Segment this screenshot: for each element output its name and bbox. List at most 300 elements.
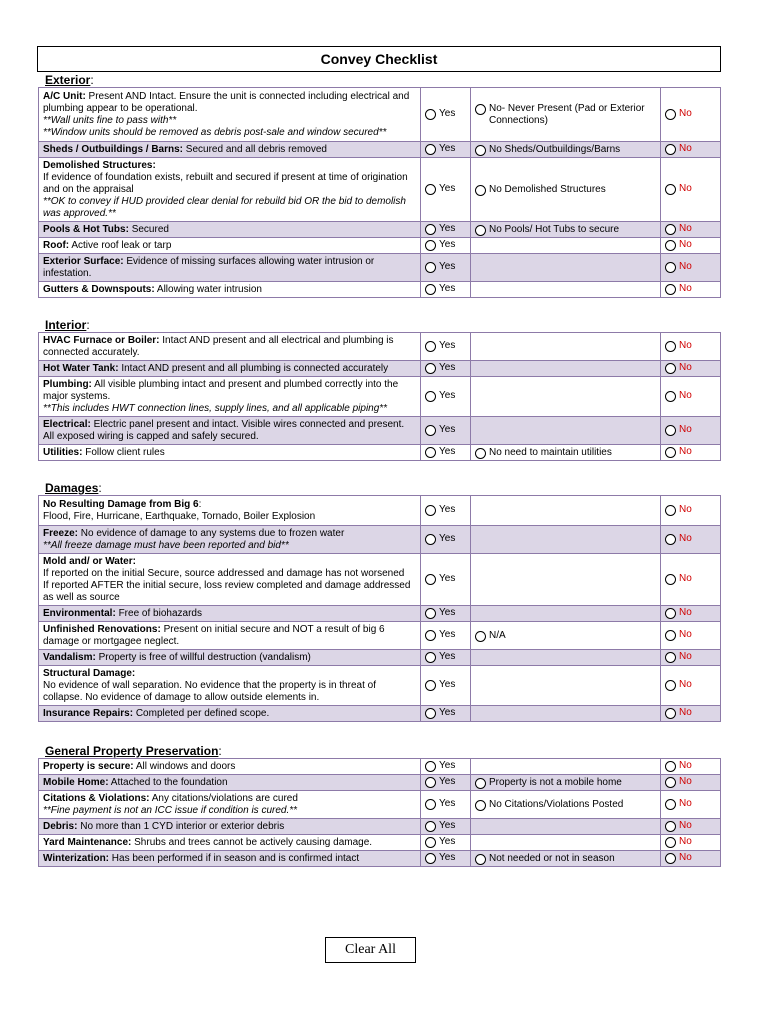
checklist-row xyxy=(39,238,721,254)
yes-option[interactable] xyxy=(421,88,471,142)
no-radio[interactable] xyxy=(665,184,676,195)
checklist-row xyxy=(39,417,721,445)
checklist-row xyxy=(39,835,721,851)
alt-option-wrap[interactable] xyxy=(475,184,656,196)
no-label: No xyxy=(679,798,692,810)
no-label: No xyxy=(679,446,692,458)
no-radio[interactable] xyxy=(665,363,676,374)
item-label: Winterization: xyxy=(43,852,110,864)
no-option[interactable] xyxy=(661,835,721,851)
checklist-row xyxy=(39,759,721,775)
yes-label: Yes xyxy=(439,446,456,458)
yes-radio[interactable] xyxy=(425,708,436,719)
item-text: Free of biohazards xyxy=(115,607,202,619)
yes-option[interactable] xyxy=(421,554,471,606)
yes-option[interactable] xyxy=(421,238,471,254)
alt-label: Property is not a mobile home xyxy=(489,776,622,788)
checklist-row xyxy=(39,666,721,706)
item-text: No more than 1 CYD interior or exterior debris xyxy=(77,820,285,832)
no-radio[interactable] xyxy=(665,708,676,719)
no-option[interactable] xyxy=(661,606,721,622)
checklist-row xyxy=(39,819,721,835)
yes-option[interactable] xyxy=(421,666,471,706)
item-label: Freeze: xyxy=(43,527,79,539)
yes-radio[interactable] xyxy=(425,184,436,195)
no-radio[interactable] xyxy=(665,853,676,864)
alt-option[interactable] xyxy=(471,445,661,461)
alt-radio[interactable] xyxy=(475,778,486,789)
alt-label: No Demolished Structures xyxy=(489,183,606,195)
yes-option[interactable] xyxy=(421,158,471,222)
yes-option[interactable] xyxy=(421,791,471,819)
no-radio[interactable] xyxy=(665,144,676,155)
checklist-row xyxy=(39,496,721,526)
section-heading-damages: Damages: xyxy=(45,481,102,495)
yes-label: Yes xyxy=(439,261,456,273)
yes-label: Yes xyxy=(439,760,456,772)
item-text: Any citations/violations are cured xyxy=(149,792,298,804)
item-label: A/C Unit: xyxy=(43,90,86,102)
alt-option xyxy=(471,819,661,835)
item-line: No evidence of wall separation. No evidence that the property is in threat of collapse. No evidence of damage to allow outside elements in. xyxy=(43,679,376,703)
item-label: Demolished Structures: xyxy=(43,159,156,171)
alt-radio[interactable] xyxy=(475,145,486,156)
exterior-table xyxy=(38,87,721,298)
item-text: Allowing water intrusion xyxy=(154,283,262,295)
no-label: No xyxy=(679,651,692,663)
no-option[interactable] xyxy=(661,88,721,142)
item-text: Active roof leak or tarp xyxy=(69,239,172,251)
alt-radio[interactable] xyxy=(475,225,486,236)
yes-radio[interactable] xyxy=(425,341,436,352)
yes-label: Yes xyxy=(439,707,456,719)
no-radio[interactable] xyxy=(665,608,676,619)
yes-radio[interactable] xyxy=(425,630,436,641)
yes-radio[interactable] xyxy=(425,608,436,619)
item-text: Has been performed if in season and is confirmed intact xyxy=(109,852,360,864)
no-radio[interactable] xyxy=(665,447,676,458)
yes-radio[interactable] xyxy=(425,224,436,235)
item-label: Plumbing: xyxy=(43,378,92,390)
no-label: No xyxy=(679,707,692,719)
yes-label: Yes xyxy=(439,533,456,545)
yes-label: Yes xyxy=(439,776,456,788)
item-description xyxy=(39,238,421,254)
yes-option[interactable] xyxy=(421,835,471,851)
alt-option[interactable] xyxy=(471,88,661,142)
alt-label: No- Never Present (Pad or Exterior Connections) xyxy=(489,102,645,126)
item-label: Sheds / Outbuildings / Barns: xyxy=(43,143,184,155)
no-option[interactable] xyxy=(661,254,721,282)
alt-option[interactable] xyxy=(471,622,661,650)
no-radio[interactable] xyxy=(665,534,676,545)
yes-option[interactable] xyxy=(421,445,471,461)
item-description xyxy=(39,88,421,142)
yes-radio[interactable] xyxy=(425,262,436,273)
item-description xyxy=(39,282,421,298)
no-radio[interactable] xyxy=(665,109,676,120)
no-option[interactable] xyxy=(661,650,721,666)
yes-radio[interactable] xyxy=(425,761,436,772)
alt-option xyxy=(471,606,661,622)
item-note: **Fine payment is not an ICC issue if condition is cured.** xyxy=(43,804,298,816)
alt-radio[interactable] xyxy=(475,448,486,459)
no-radio[interactable] xyxy=(665,761,676,772)
checklist-row xyxy=(39,222,721,238)
alt-option-wrap[interactable] xyxy=(475,103,656,127)
item-description xyxy=(39,142,421,158)
no-option[interactable] xyxy=(661,706,721,722)
item-text: : xyxy=(198,498,202,510)
yes-radio[interactable] xyxy=(425,363,436,374)
no-label: No xyxy=(679,533,692,545)
no-option[interactable] xyxy=(661,333,721,361)
item-label: No Resulting Damage from Big 6 xyxy=(43,498,199,510)
item-description xyxy=(39,222,421,238)
item-description xyxy=(39,819,421,835)
item-text: Attached to the foundation xyxy=(108,776,228,788)
no-option[interactable] xyxy=(661,445,721,461)
item-text: Present AND Intact. Ensure the unit is connected including electrical and plumbing appear to be operational. xyxy=(43,90,410,114)
yes-option[interactable] xyxy=(421,333,471,361)
yes-option[interactable] xyxy=(421,417,471,445)
item-label: Hot Water Tank: xyxy=(43,362,119,374)
item-description xyxy=(39,496,421,526)
yes-radio[interactable] xyxy=(425,680,436,691)
no-label: No xyxy=(679,820,692,832)
alt-radio[interactable] xyxy=(475,854,486,865)
item-label: Insurance Repairs: xyxy=(43,707,134,719)
no-radio[interactable] xyxy=(665,777,676,788)
yes-label: Yes xyxy=(439,283,456,295)
no-label: No xyxy=(679,776,692,788)
alt-option-wrap[interactable] xyxy=(475,853,656,865)
item-description xyxy=(39,706,421,722)
no-label: No xyxy=(679,239,692,251)
alt-option[interactable] xyxy=(471,791,661,819)
checklist-row xyxy=(39,791,721,819)
item-text: Evidence of missing surfaces allowing water intrusion or infestation. xyxy=(43,255,375,279)
item-note: **Window units should be removed as debris post-sale and window secured** xyxy=(43,126,387,138)
item-description xyxy=(39,851,421,867)
no-radio[interactable] xyxy=(665,837,676,848)
no-label: No xyxy=(679,607,692,619)
checklist-row xyxy=(39,526,721,554)
item-text: Shrubs and trees cannot be actively causing damage. xyxy=(131,836,373,848)
alt-radio[interactable] xyxy=(475,800,486,811)
no-radio[interactable] xyxy=(665,505,676,516)
no-radio[interactable] xyxy=(665,391,676,402)
yes-option[interactable] xyxy=(421,706,471,722)
no-label: No xyxy=(679,143,692,155)
alt-option-wrap[interactable] xyxy=(475,777,656,789)
no-radio[interactable] xyxy=(665,224,676,235)
item-text: Follow client rules xyxy=(82,446,165,458)
no-label: No xyxy=(679,223,692,235)
no-radio[interactable] xyxy=(665,652,676,663)
yes-option[interactable] xyxy=(421,222,471,238)
yes-label: Yes xyxy=(439,573,456,585)
general-table xyxy=(38,758,721,867)
yes-option[interactable] xyxy=(421,526,471,554)
item-label: Citations & Violations: xyxy=(43,792,150,804)
no-option[interactable] xyxy=(661,666,721,706)
item-description xyxy=(39,622,421,650)
item-description xyxy=(39,759,421,775)
no-label: No xyxy=(679,852,692,864)
item-note: **Wall units fine to pass with** xyxy=(43,114,177,126)
item-text: Secured xyxy=(128,223,169,235)
item-description xyxy=(39,377,421,417)
no-option[interactable] xyxy=(661,377,721,417)
item-description xyxy=(39,333,421,361)
checklist-row xyxy=(39,622,721,650)
yes-label: Yes xyxy=(439,651,456,663)
item-description xyxy=(39,445,421,461)
yes-radio[interactable] xyxy=(425,777,436,788)
checklist-row xyxy=(39,775,721,791)
item-note: **OK to convey if HUD provided clear denial for rebuild bid OR the bid to demolish was approved.** xyxy=(43,195,406,219)
alt-option[interactable] xyxy=(471,142,661,158)
no-radio[interactable] xyxy=(665,284,676,295)
no-radio[interactable] xyxy=(665,680,676,691)
yes-option[interactable] xyxy=(421,622,471,650)
no-label: No xyxy=(679,760,692,772)
yes-label: Yes xyxy=(439,223,456,235)
item-label: Mold and/ or Water: xyxy=(43,555,136,567)
item-description xyxy=(39,554,421,606)
alt-option[interactable] xyxy=(471,775,661,791)
checklist-row xyxy=(39,158,721,222)
alt-radio[interactable] xyxy=(475,185,486,196)
item-line: If reported AFTER the initial secure, loss review completed and damage addressed as well as source xyxy=(43,579,411,603)
no-radio[interactable] xyxy=(665,630,676,641)
no-option[interactable] xyxy=(661,238,721,254)
alt-option[interactable] xyxy=(471,158,661,222)
no-label: No xyxy=(679,573,692,585)
yes-option[interactable] xyxy=(421,142,471,158)
yes-option[interactable] xyxy=(421,377,471,417)
checklist-row xyxy=(39,851,721,867)
item-description xyxy=(39,606,421,622)
no-option[interactable] xyxy=(661,496,721,526)
yes-label: Yes xyxy=(439,852,456,864)
item-text: No evidence of damage to any systems due to frozen water xyxy=(78,527,345,539)
yes-label: Yes xyxy=(439,820,456,832)
checklist-row xyxy=(39,88,721,142)
no-option[interactable] xyxy=(661,791,721,819)
item-line: If evidence of foundation exists, rebuilt and secured if present at time of origination and on the appraisal xyxy=(43,171,408,195)
item-note: **This includes HWT connection lines, supply lines, and all applicable piping** xyxy=(43,402,388,414)
no-label: No xyxy=(679,390,692,402)
item-label: Gutters & Downspouts: xyxy=(43,283,155,295)
no-option[interactable] xyxy=(661,158,721,222)
no-option[interactable] xyxy=(661,142,721,158)
alt-option xyxy=(471,238,661,254)
no-radio[interactable] xyxy=(665,425,676,436)
yes-radio[interactable] xyxy=(425,391,436,402)
no-label: No xyxy=(679,283,692,295)
yes-label: Yes xyxy=(439,836,456,848)
yes-option[interactable] xyxy=(421,361,471,377)
damages-table xyxy=(38,495,721,722)
no-option[interactable] xyxy=(661,361,721,377)
yes-label: Yes xyxy=(439,340,456,352)
item-label: Pools & Hot Tubs: xyxy=(43,223,129,235)
no-radio[interactable] xyxy=(665,262,676,273)
checklist-row xyxy=(39,333,721,361)
no-radio[interactable] xyxy=(665,799,676,810)
item-description xyxy=(39,417,421,445)
item-text: Intact AND present and all electrical and plumbing is connected accurately. xyxy=(43,334,394,358)
yes-option[interactable] xyxy=(421,851,471,867)
yes-radio[interactable] xyxy=(425,837,436,848)
yes-label: Yes xyxy=(439,629,456,641)
checklist-row xyxy=(39,554,721,606)
checklist-row xyxy=(39,361,721,377)
yes-label: Yes xyxy=(439,108,456,120)
yes-option[interactable] xyxy=(421,254,471,282)
alt-option[interactable] xyxy=(471,851,661,867)
item-label: Exterior Surface: xyxy=(43,255,124,267)
yes-radio[interactable] xyxy=(425,574,436,585)
alt-option xyxy=(471,835,661,851)
alt-radio[interactable] xyxy=(475,631,486,642)
yes-option[interactable] xyxy=(421,819,471,835)
alt-radio[interactable] xyxy=(475,104,486,115)
no-option[interactable] xyxy=(661,417,721,445)
item-label: Yard Maintenance: xyxy=(43,836,132,848)
page-title: Convey Checklist xyxy=(320,51,438,67)
checklist-row xyxy=(39,606,721,622)
item-label: Electrical: xyxy=(43,418,91,430)
alt-label: Not needed or not in season xyxy=(489,852,615,864)
no-label: No xyxy=(679,362,692,374)
item-text: Property is free of willful destruction (vandalism) xyxy=(95,651,311,663)
alt-option[interactable] xyxy=(471,222,661,238)
alt-option xyxy=(471,759,661,775)
no-option[interactable] xyxy=(661,282,721,298)
yes-option[interactable] xyxy=(421,282,471,298)
yes-radio[interactable] xyxy=(425,109,436,120)
no-label: No xyxy=(679,629,692,641)
no-option[interactable] xyxy=(661,775,721,791)
yes-option[interactable] xyxy=(421,606,471,622)
alt-option xyxy=(471,377,661,417)
alt-option-wrap[interactable] xyxy=(475,447,656,459)
alt-label: N/A xyxy=(489,629,506,641)
yes-label: Yes xyxy=(439,504,456,516)
yes-option[interactable] xyxy=(421,650,471,666)
no-label: No xyxy=(679,504,692,516)
item-description xyxy=(39,361,421,377)
item-description xyxy=(39,526,421,554)
item-label: Structural Damage: xyxy=(43,667,136,679)
no-radio[interactable] xyxy=(665,240,676,251)
item-text: Secured and all debris removed xyxy=(183,143,327,155)
item-description xyxy=(39,791,421,819)
item-label: Roof: xyxy=(43,239,70,251)
alt-option xyxy=(471,361,661,377)
item-line: Flood, Fire, Hurricane, Earthquake, Tornado, Boiler Explosion xyxy=(43,510,316,522)
alt-option xyxy=(471,333,661,361)
alt-option-wrap[interactable] xyxy=(475,224,656,236)
yes-radio[interactable] xyxy=(425,821,436,832)
checklist-row xyxy=(39,282,721,298)
alt-option-wrap[interactable] xyxy=(475,799,656,811)
item-label: Environmental: xyxy=(43,607,116,619)
yes-radio[interactable] xyxy=(425,144,436,155)
no-label: No xyxy=(679,261,692,273)
item-label: Unfinished Renovations: xyxy=(43,623,161,635)
yes-label: Yes xyxy=(439,143,456,155)
no-label: No xyxy=(679,183,692,195)
alt-option xyxy=(471,706,661,722)
checklist-row xyxy=(39,650,721,666)
no-option[interactable] xyxy=(661,851,721,867)
clear-all-button[interactable]: Clear All xyxy=(325,937,416,963)
alt-option-wrap[interactable] xyxy=(475,144,656,156)
yes-radio[interactable] xyxy=(425,505,436,516)
no-option[interactable] xyxy=(661,622,721,650)
item-label: HVAC Furnace or Boiler: xyxy=(43,334,160,346)
yes-radio[interactable] xyxy=(425,425,436,436)
no-option[interactable] xyxy=(661,222,721,238)
section-heading-general: General Property Preservation: xyxy=(45,744,222,758)
yes-radio[interactable] xyxy=(425,240,436,251)
item-description xyxy=(39,158,421,222)
alt-label: No need to maintain utilities xyxy=(489,446,612,458)
checklist-row xyxy=(39,377,721,417)
item-label: Debris: xyxy=(43,820,78,832)
alt-option xyxy=(471,282,661,298)
yes-option[interactable] xyxy=(421,759,471,775)
no-label: No xyxy=(679,340,692,352)
yes-radio[interactable] xyxy=(425,652,436,663)
yes-radio[interactable] xyxy=(425,534,436,545)
checklist-title-box xyxy=(37,46,721,72)
item-text: Present on initial secure and NOT a result of big 6 damage or mortgagee neglect. xyxy=(43,623,385,647)
item-note: **All freeze damage must have been reported and bid** xyxy=(43,539,289,551)
alt-option xyxy=(471,666,661,706)
yes-label: Yes xyxy=(439,239,456,251)
no-option[interactable] xyxy=(661,759,721,775)
no-option[interactable] xyxy=(661,526,721,554)
alt-option xyxy=(471,496,661,526)
section-heading-interior: Interior: xyxy=(45,318,90,332)
yes-option[interactable] xyxy=(421,775,471,791)
yes-radio[interactable] xyxy=(425,853,436,864)
no-radio[interactable] xyxy=(665,341,676,352)
yes-radio[interactable] xyxy=(425,447,436,458)
no-option[interactable] xyxy=(661,819,721,835)
item-label: Property is secure: xyxy=(43,760,134,772)
item-description xyxy=(39,835,421,851)
yes-label: Yes xyxy=(439,798,456,810)
alt-option-wrap[interactable] xyxy=(475,630,656,642)
item-text: All windows and doors xyxy=(133,760,236,772)
alt-label: No Citations/Violations Posted xyxy=(489,798,624,810)
no-radio[interactable] xyxy=(665,574,676,585)
item-text: Completed per defined scope. xyxy=(133,707,270,719)
checklist-row xyxy=(39,445,721,461)
yes-radio[interactable] xyxy=(425,284,436,295)
yes-option[interactable] xyxy=(421,496,471,526)
no-option[interactable] xyxy=(661,554,721,606)
no-radio[interactable] xyxy=(665,821,676,832)
checklist-row xyxy=(39,254,721,282)
yes-radio[interactable] xyxy=(425,799,436,810)
